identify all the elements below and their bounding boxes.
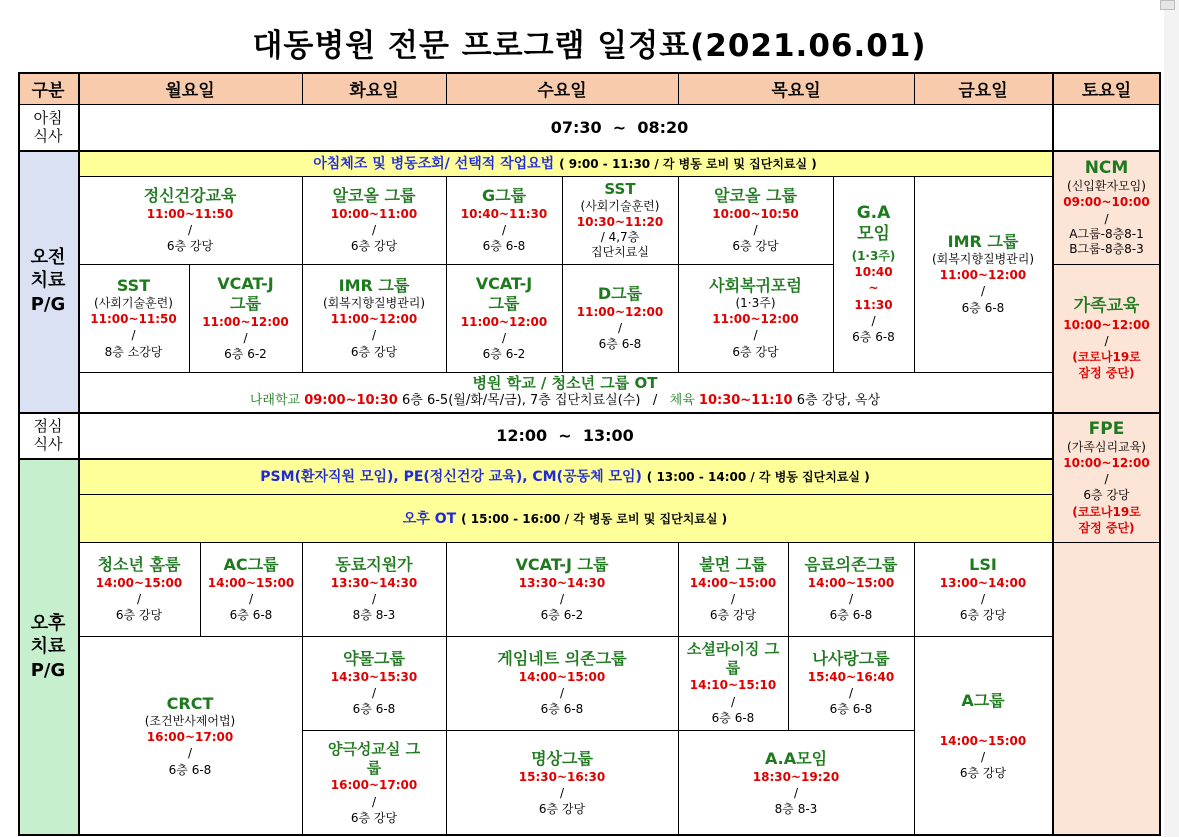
side-am-therapy — [18, 150, 78, 412]
school-program: 나래학교 — [249, 392, 301, 408]
slash: / — [730, 694, 736, 709]
school-time: 09:00~10:30 — [304, 392, 398, 408]
program-sub: (사회기술훈련) — [580, 198, 660, 213]
program-name: 소셜라이징 그룹 — [686, 639, 780, 677]
program-name: LSI — [969, 554, 997, 574]
program-time: 11:00~11:50 — [90, 312, 177, 327]
slash: / — [371, 222, 377, 237]
header-category — [18, 72, 78, 104]
grid-line — [302, 72, 303, 104]
program-place: 6층 강당 — [350, 239, 398, 254]
program-place: 6층 6-2 — [224, 347, 267, 362]
program-name: A.A모임 — [764, 748, 828, 768]
slash: / — [371, 794, 377, 809]
program-time: 14:10~15:10 — [689, 678, 777, 693]
slash: / — [559, 785, 565, 800]
program-place: 6층 강당 — [709, 608, 757, 623]
am-mon-vcat-j — [189, 264, 302, 372]
slash: / — [559, 685, 565, 700]
pm-fri-a-group — [914, 636, 1052, 836]
am-banner-title: 아침체조 및 병동조회/ 선택적 작업요법 — [313, 156, 555, 172]
slash: / — [248, 591, 254, 606]
slash: / — [980, 749, 986, 764]
program-time: 13:00~14:00 — [939, 575, 1027, 590]
program-time: 10:00~11:00 — [330, 206, 418, 221]
program-name: VCAT-J 그룹 — [217, 273, 274, 313]
program-place: 8층 소강당 — [104, 344, 163, 359]
side-label: 오후 — [30, 612, 66, 634]
grid-line — [189, 264, 190, 372]
slash: / — [501, 222, 507, 237]
sat-fpe — [1052, 412, 1161, 542]
grid-line — [18, 458, 1052, 460]
program-place: 6층 6-8 — [829, 702, 873, 717]
header-label: 목요일 — [771, 80, 821, 101]
program-time: 11:00~12:00 — [460, 314, 548, 329]
am-wed-vcat-j — [446, 264, 562, 372]
program-time: 11:00~12:00 — [712, 312, 799, 327]
hospital-school-row — [78, 372, 1052, 412]
program-name: 약물그룹 — [343, 648, 405, 668]
program-name: G.A — [856, 202, 891, 223]
program-time: 10:40 — [854, 265, 893, 280]
side-pm-therapy — [18, 458, 78, 836]
program-time: 11:00~12:00 — [576, 304, 664, 319]
school-detail — [250, 393, 880, 410]
program-name: 동료지원가 — [335, 554, 413, 574]
program-time: 13:30~14:30 — [518, 575, 606, 590]
grid-line — [78, 372, 1052, 373]
program-extra: / 4,7층 — [600, 229, 640, 244]
slash: / — [136, 591, 142, 606]
slash: / — [371, 328, 377, 343]
program-note: 잠정 중단) — [1078, 520, 1135, 535]
page-title: 대동병원 전문 프로그램 일정표(2021.06.01) — [252, 28, 927, 64]
am-banner — [78, 150, 1052, 176]
sat-ncm — [1052, 150, 1161, 264]
program-name: 알코올 그룹 — [714, 185, 797, 205]
pm-banner-detail: ( 13:00 - 14:00 / 각 병동 집단치료실 ) — [646, 469, 870, 484]
program-time: 15:40~16:40 — [807, 669, 895, 684]
grid-line — [18, 412, 1161, 414]
side-label: 치료 — [30, 636, 66, 658]
program-name: FPE — [1088, 418, 1125, 439]
program-time: 14:00~15:00 — [95, 575, 183, 590]
program-time: 10:00~12:00 — [1063, 317, 1150, 332]
slash: / — [871, 313, 876, 328]
program-place: 6층 6-8 — [961, 300, 1005, 315]
am-fri-imr — [914, 176, 1052, 372]
program-place: 6층 강당 — [732, 344, 779, 359]
side-label: P/G — [30, 293, 66, 315]
grid-line — [18, 150, 1161, 152]
side-label: P/G — [30, 659, 66, 681]
side-label: 식사 — [33, 435, 63, 453]
header-label: 금요일 — [958, 80, 1008, 101]
program-place: 6층 강당 — [959, 608, 1007, 623]
pm-wed-game-net — [446, 636, 678, 730]
grid-line — [302, 542, 303, 836]
am-tue-imr — [302, 264, 446, 372]
side-label: 점심 — [33, 417, 63, 435]
program-name: 정신건강교육 — [143, 185, 237, 205]
grid-line — [302, 176, 303, 372]
program-time: 11:00~11:50 — [146, 206, 234, 221]
slash: / — [980, 284, 986, 299]
school-place: 6층 강당, 옥상 — [796, 392, 881, 408]
program-place: 6층 6-8 — [229, 608, 273, 623]
am-thu-alcohol — [678, 176, 833, 264]
pm-fri-lsi — [914, 542, 1052, 636]
program-place: 6층 6-8 — [852, 330, 895, 345]
program-time: 18:30~19:20 — [752, 769, 840, 784]
program-name: IMR 그룹 — [338, 276, 410, 296]
program-name: 알코올 그룹 — [332, 185, 416, 205]
program-place: 6층 강당 — [1083, 488, 1130, 503]
grid-line — [18, 104, 1161, 105]
slash: / — [187, 746, 193, 761]
program-sub: (1·3주) — [735, 296, 776, 311]
slash: / — [617, 320, 623, 335]
program-place: 6층 강당 — [350, 344, 398, 359]
grid-line — [1052, 264, 1161, 265]
program-name: VCAT-J 그룹 — [515, 554, 609, 574]
grid-line — [78, 264, 833, 265]
grid-line — [78, 636, 1052, 637]
header-saturday — [1052, 72, 1161, 104]
slash: / — [753, 222, 758, 237]
program-time: 14:00~15:00 — [807, 575, 895, 590]
program-name: CRCT — [166, 694, 214, 714]
header-wednesday — [446, 72, 678, 104]
breakfast-time — [78, 104, 1161, 150]
am-thu-rehab-forum — [678, 264, 833, 372]
program-time: 10:40~11:30 — [460, 206, 548, 221]
window-corner-icon — [1160, 0, 1175, 10]
am-wed-g-group — [446, 176, 562, 264]
side-label: 아침 — [33, 109, 63, 127]
program-name: G그룹 — [481, 185, 527, 205]
program-time: 14:00~15:00 — [939, 733, 1027, 748]
program-place: 8층 8-3 — [352, 608, 396, 623]
side-label: 오전 — [30, 246, 66, 268]
program-name: SST — [116, 276, 151, 296]
program-note: 잠정 중단) — [1078, 366, 1135, 381]
program-place: 6층 6-2 — [482, 347, 526, 362]
side-label: 치료 — [30, 270, 66, 292]
grid-line — [678, 176, 679, 372]
program-name: D그룹 — [597, 283, 643, 303]
grid-line — [562, 176, 563, 372]
slash: / — [559, 591, 565, 606]
grid-line — [678, 542, 679, 836]
slash: / — [187, 222, 193, 237]
program-time: 11:00~12:00 — [330, 312, 418, 327]
program-place: 6층 강당 — [959, 766, 1007, 781]
pm-thu-nasarang — [788, 636, 914, 730]
program-time: 16:00~17:00 — [330, 778, 418, 793]
grid-line — [914, 72, 915, 104]
program-name: 양극성교실 그룹 — [327, 739, 421, 777]
program-place: 집단치료실 — [591, 244, 649, 259]
slash: / — [371, 685, 377, 700]
program-place: A그룹-8층8-1 — [1069, 226, 1144, 241]
program-name: VCAT-J 그룹 — [475, 273, 533, 313]
pm-wed-meditation — [446, 730, 678, 836]
header-tuesday — [302, 72, 446, 104]
program-time: 14:30~15:30 — [330, 669, 418, 684]
slash: / — [243, 330, 248, 345]
program-sub: (조건반사제어법) — [144, 714, 236, 729]
program-name: NCM — [1084, 158, 1129, 179]
slash: / — [371, 591, 377, 606]
program-name: 나사랑그룹 — [812, 648, 890, 668]
program-place: 6층 강당 — [115, 608, 163, 623]
lunch-time — [78, 412, 1052, 458]
grid-line — [78, 494, 1052, 495]
pm-thu-drink-dependence — [788, 542, 914, 636]
grid-line — [788, 542, 789, 730]
grid-line — [446, 542, 447, 836]
header-label: 수요일 — [537, 80, 587, 101]
program-time: 11:30 — [854, 297, 893, 312]
pm-tue-bipolar — [302, 730, 446, 836]
grid-line — [200, 542, 201, 636]
grid-line — [446, 72, 447, 104]
grid-line — [78, 176, 1052, 177]
program-place: 6층 강당 — [350, 810, 398, 825]
program-name: 음료의존그룹 — [804, 554, 898, 574]
slash: / — [131, 328, 136, 343]
sat-empty — [1052, 542, 1161, 836]
program-time: 14:00~15:00 — [689, 575, 777, 590]
am-wed-sst — [562, 176, 678, 264]
grid-line — [678, 72, 679, 104]
school-program: 체육 — [669, 392, 695, 408]
program-note: (코로나19로 — [1072, 504, 1141, 519]
side-lunch — [18, 412, 78, 458]
program-time: 10:30~11:20 — [576, 214, 664, 229]
header-label: 구분 — [31, 80, 65, 101]
program-place: 6층 6-8 — [598, 337, 642, 352]
header-thursday — [678, 72, 914, 104]
meal-time: 12:00 ~ 13:00 — [496, 425, 634, 445]
program-place: B그룹-8층8-3 — [1069, 241, 1144, 256]
header-label: 월요일 — [165, 80, 215, 101]
school-place: 6층 6-5(월/화/목/금), 7층 집단치료실(수) — [402, 392, 641, 408]
grid-line — [914, 542, 915, 836]
program-name: 명상그룹 — [531, 748, 593, 768]
am-thu-ga-meeting — [833, 176, 914, 372]
pm-banner-psm — [78, 458, 1052, 494]
program-name: A그룹 — [961, 690, 1005, 710]
program-sub: (신입환자모임) — [1067, 179, 1146, 194]
side-breakfast — [18, 104, 78, 150]
slash: / — [1104, 333, 1109, 348]
slash: / — [793, 785, 799, 800]
slash: / — [980, 591, 986, 606]
program-name: 청소년 홈룸 — [97, 554, 181, 574]
program-place: 6층 강당 — [166, 239, 214, 254]
school-time: 10:30~11:10 — [698, 392, 793, 408]
grid-line — [1052, 72, 1054, 836]
side-label: 식사 — [33, 127, 63, 145]
program-place: 6층 6-8 — [829, 608, 873, 623]
program-place: 6층 6-8 — [482, 239, 526, 254]
sat-family-education — [1052, 264, 1161, 412]
pm-mon-ac-group — [200, 542, 302, 636]
program-sub: (사회기술훈련) — [94, 296, 173, 311]
slash: / — [753, 328, 758, 343]
header-label: 토요일 — [1081, 80, 1132, 101]
grid-line — [914, 176, 915, 372]
pm-thu-insomnia — [678, 542, 788, 636]
program-place: 6층 6-8 — [352, 702, 396, 717]
program-time: 14:00~15:00 — [518, 669, 606, 684]
pm-thu-socializing — [678, 636, 788, 730]
program-time: 10:00~10:50 — [712, 206, 799, 221]
slash: / — [848, 591, 854, 606]
program-time: 10:00~12:00 — [1063, 456, 1150, 471]
grid-line — [78, 542, 1161, 543]
slash: / — [1104, 472, 1109, 487]
grid-line — [833, 176, 834, 372]
pm-banner-ot — [78, 494, 1052, 542]
program-place: 6층 6-8 — [711, 710, 755, 725]
am-mon-mental-health — [78, 176, 302, 264]
program-place: 6층 강당 — [538, 802, 586, 817]
program-time: 15:30~16:30 — [518, 769, 606, 784]
pm-wed-vcat-j — [446, 542, 678, 636]
pm-banner-detail: ( 15:00 - 16:00 / 각 병동 로비 및 집단치료실 ) — [461, 511, 728, 526]
program-time: 09:00~10:00 — [1063, 195, 1150, 210]
program-name: 사회복귀포럼 — [709, 276, 802, 296]
program-name: 게임네트 의존그룹 — [497, 648, 627, 668]
program-sub: (1·3주) — [851, 249, 896, 264]
grid-line — [302, 730, 914, 731]
program-place: 6층 6-8 — [168, 762, 212, 777]
program-sub: (회복지향질병관리) — [322, 296, 426, 311]
program-name: SST — [604, 180, 636, 199]
program-time: 13:30~14:30 — [330, 575, 418, 590]
pm-mon-crct — [78, 636, 302, 836]
slash: / — [848, 685, 854, 700]
header-friday — [914, 72, 1052, 104]
program-name: IMR 그룹 — [947, 232, 1019, 252]
header-label: 화요일 — [349, 80, 399, 101]
program-sub: (회복지향질병관리) — [931, 252, 1035, 267]
program-time: 11:00~12:00 — [939, 268, 1027, 283]
slash: / — [501, 330, 507, 345]
program-place: 8층 8-3 — [774, 802, 818, 817]
program-name: AC그룹 — [223, 554, 279, 574]
school-sep: / — [652, 392, 658, 408]
meal-time: 07:30 ~ 08:20 — [550, 117, 689, 137]
am-mon-sst — [78, 264, 189, 372]
program-time: 11:00~12:00 — [202, 314, 289, 329]
program-name: 가족교육 — [1073, 295, 1140, 316]
pm-tue-drug-group — [302, 636, 446, 730]
program-time: 14:00~15:00 — [207, 575, 295, 590]
program-note: (코로나19로 — [1072, 350, 1141, 365]
slash: / — [1104, 211, 1109, 226]
pm-thu-aa-meeting — [678, 730, 914, 836]
program-sub: (가족심리교육) — [1067, 440, 1146, 455]
pm-banner-title: 오후 OT — [402, 511, 457, 527]
header-monday — [78, 72, 302, 104]
program-place: 6층 6-8 — [540, 702, 584, 717]
program-name: 모임 — [857, 224, 890, 245]
pm-banner-title: PSM(환자직원 모임), PE(정신건강 교육), CM(공동체 모임) — [260, 469, 642, 485]
pm-tue-peer-support — [302, 542, 446, 636]
program-name: 불면 그룹 — [699, 554, 767, 574]
am-banner-detail: ( 9:00 - 11:30 / 각 병동 로비 및 집단치료실 ) — [559, 156, 817, 171]
pm-mon-youth-homeroom — [78, 542, 200, 636]
program-place: 6층 6-2 — [540, 608, 584, 623]
am-tue-alcohol — [302, 176, 446, 264]
program-place: 6층 강당 — [732, 239, 779, 254]
grid-line — [78, 72, 80, 836]
program-time: ~ — [868, 281, 879, 296]
grid-line — [446, 176, 447, 372]
program-time: 16:00~17:00 — [146, 730, 234, 745]
am-wed-d-group — [562, 264, 678, 372]
vertical-scrollbar[interactable] — [1164, 0, 1179, 837]
slash: / — [730, 591, 736, 606]
school-title: 병원 학교 / 청소년 그룹 OT — [472, 374, 658, 393]
